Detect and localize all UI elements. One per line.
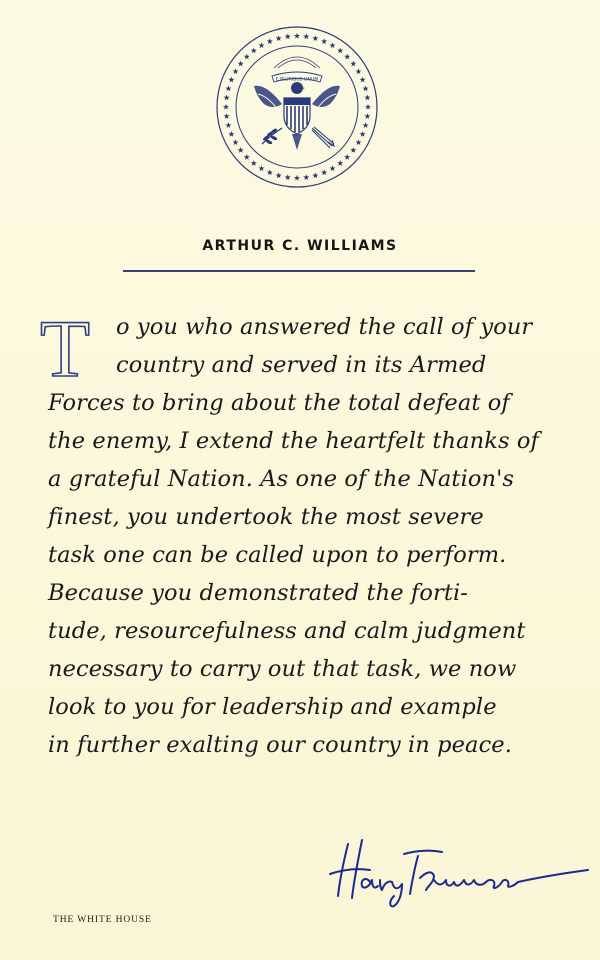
message-line: country and served in its Armed [116,352,487,378]
seal-star-icon [303,174,309,180]
seal-star-icon [232,139,238,145]
seal-star-icon [344,54,350,60]
seal-star-icon [329,42,335,48]
seal-star-icon [267,169,273,175]
message-line: the enemy, I extend the heartfelt thanks of [48,428,539,454]
seal-star-icon [355,68,361,74]
seal-star-icon [244,54,250,60]
seal-star-icon [312,35,318,41]
seal-star-icon [276,35,282,41]
message-line: necessary to carry out that task, we now [48,656,517,682]
seal-star-icon [251,47,257,53]
message-line: Because you demonstrated the forti- [48,580,469,606]
message-line: task one can be called upon to perform. [48,542,507,568]
seal-star-icon [228,77,234,83]
seal-star-icon [258,42,264,48]
seal-star-icon [321,169,327,175]
seal-star-icon [228,131,234,137]
presidential-signature [322,830,594,908]
seal-star-icon [360,131,366,137]
seal-star-icon [223,104,229,110]
seal-star-icon [225,85,231,91]
recipient-name: ARTHUR C. WILLIAMS [202,238,398,254]
seal-star-icon [364,113,370,119]
seal-star-icon [363,85,369,91]
seal-star-icon [232,68,238,74]
seal-star-icon [251,160,257,166]
seal-star-icon [225,122,231,128]
seal-star-icon [285,33,291,39]
seal-star-icon [294,33,300,39]
seal-star-icon [224,95,230,101]
drop-cap-letter: T [40,303,91,394]
seal-star-icon [365,104,371,110]
presidential-seal-icon [214,24,380,190]
message-line: look to you for leadership and example [48,694,497,720]
footer-imprint: THE WHITE HOUSE [53,915,152,925]
seal-star-icon [337,160,343,166]
message-line: finest, you undertook the most severe [48,504,484,530]
seal-star-icon [321,38,327,44]
seal-star-icon [285,174,291,180]
seal-star-icon [363,122,369,128]
seal-star-icon [329,165,335,171]
message-line: in further exalting our country in peace. [48,732,512,758]
seal-star-icon [238,61,244,67]
message-line: Forces to bring about the total defeat of [48,390,510,416]
seal-star-icon [344,154,350,160]
seal-star-icon [258,165,264,171]
seal-star-icon [224,113,230,119]
seal-star-icon [276,172,282,178]
seal-star-icon [267,38,273,44]
seal-star-icon [303,33,309,39]
seal-motto: E PLURIBUS UNUM [275,77,319,83]
seal-star-icon [355,139,361,145]
seal-star-icon [244,154,250,160]
seal-star-icon [312,172,318,178]
seal-star-icon [360,77,366,83]
seal-star-icon [350,61,356,67]
seal-star-icon [364,95,370,101]
seal-star-icon [294,175,300,181]
seal-star-icon [350,147,356,153]
message-line: a grateful Nation. As one of the Nation's [48,466,515,492]
divider-rule [123,270,475,272]
message-line: o you who answered the call of your [116,314,533,340]
seal-star-icon [337,47,343,53]
message-line: tude, resourcefulness and calm judgment [48,618,526,644]
seal-star-icon [238,147,244,153]
